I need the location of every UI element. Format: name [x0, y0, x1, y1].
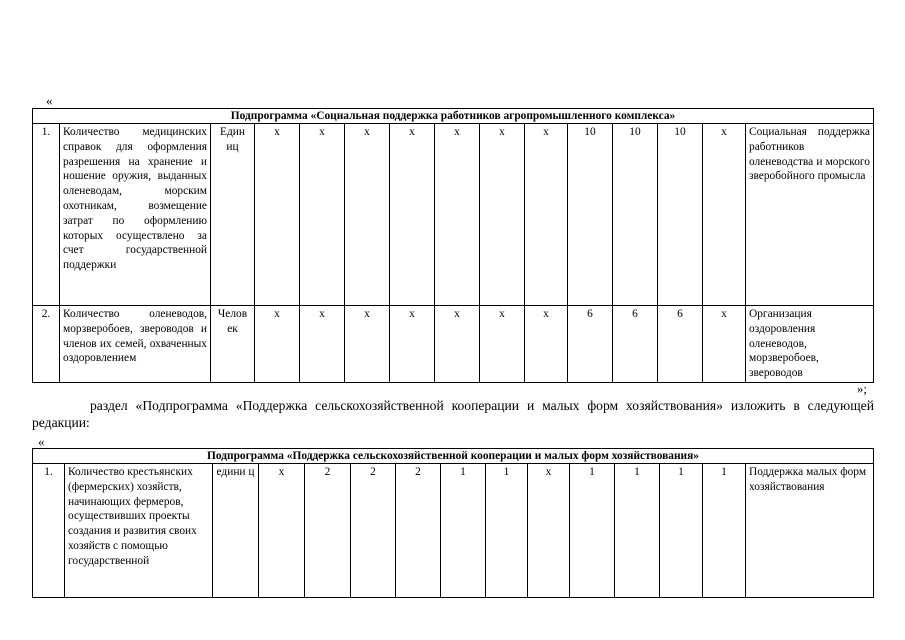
value-cell: х	[345, 306, 390, 383]
value-cell: х	[300, 306, 345, 383]
value-cell: х	[528, 464, 570, 598]
table-row	[33, 306, 874, 383]
value-cell: 6	[658, 306, 703, 383]
value-cell: х	[345, 124, 390, 306]
value-cell: 10	[613, 124, 658, 306]
indicator-name: Количество медицинских справок для оформления разрешения на хранение и ношение оружия, выданных оленеводам, морским охотникам, возмещение затрат по оформлению которых осуществлено за счет государственной поддержки	[60, 124, 211, 306]
unit-of-measure: едини ц	[213, 464, 259, 598]
unit-of-measure: Един иц	[211, 124, 255, 306]
amendment-paragraph: раздел «Подпрограмма «Поддержка сельскохозяйственной кооперации и малых форм хозяйствования» изложить в следующей редакции:	[32, 398, 874, 430]
subprogram-table-cooperation	[32, 448, 874, 598]
value-cell: 2	[305, 464, 351, 598]
value-cell: 10	[568, 124, 613, 306]
row-number: 1.	[33, 124, 60, 306]
value-cell: 1	[486, 464, 528, 598]
opening-quote-mark: «	[46, 93, 53, 108]
value-cell: 10	[658, 124, 703, 306]
value-cell: х	[390, 306, 435, 383]
subprogram-header: Подпрограмма «Поддержка сельскохозяйственной кооперации и малых форм хозяйствования»	[33, 449, 874, 464]
value-cell: 1	[441, 464, 486, 598]
value-cell: 2	[351, 464, 396, 598]
closing-quote-mark: »;	[856, 381, 867, 396]
value-cell: х	[480, 124, 525, 306]
table-row	[33, 124, 874, 306]
indicator-name: Количество оленеводов, морзверобоев, звероводов и членов их семей, охваченных оздоровлением	[60, 306, 211, 383]
value-cell: х	[255, 306, 300, 383]
value-cell: х	[255, 124, 300, 306]
value-cell: х	[435, 306, 480, 383]
value-cell: х	[480, 306, 525, 383]
value-cell: х	[703, 124, 746, 306]
subprogram-table-social-support	[32, 108, 874, 383]
unit-of-measure: Челов ек	[211, 306, 255, 383]
value-cell: 2	[396, 464, 441, 598]
value-cell: х	[390, 124, 435, 306]
subprogram-header: Подпрограмма «Социальная поддержка работников агропромышленного комплекса»	[33, 109, 874, 124]
indicator-name: Количество крестьянских (фермерских) хозяйств, начинающих фермеров, осуществивших проекты создания и развития своих хозяйств с помощью государственной	[65, 464, 213, 598]
value-cell: х	[525, 124, 568, 306]
event-note: Поддержка малых форм хозяйствования	[746, 464, 874, 598]
event-note: Социальная поддержка работников оленеводства и морского зверобойного промысла	[746, 124, 874, 306]
value-cell: х	[259, 464, 305, 598]
event-note: Организация оздоровления оленеводов, морзверобоев, звероводов	[746, 306, 874, 383]
value-cell: х	[435, 124, 480, 306]
value-cell: 1	[703, 464, 746, 598]
value-cell: х	[703, 306, 746, 383]
value-cell: 1	[615, 464, 660, 598]
row-number: 1.	[33, 464, 65, 598]
row-number: 2.	[33, 306, 60, 383]
value-cell: х	[300, 124, 345, 306]
value-cell: 6	[613, 306, 658, 383]
table-row	[33, 464, 874, 598]
value-cell: 1	[660, 464, 703, 598]
value-cell: х	[525, 306, 568, 383]
opening-quote-mark: «	[38, 434, 45, 449]
value-cell: 6	[568, 306, 613, 383]
value-cell: 1	[570, 464, 615, 598]
